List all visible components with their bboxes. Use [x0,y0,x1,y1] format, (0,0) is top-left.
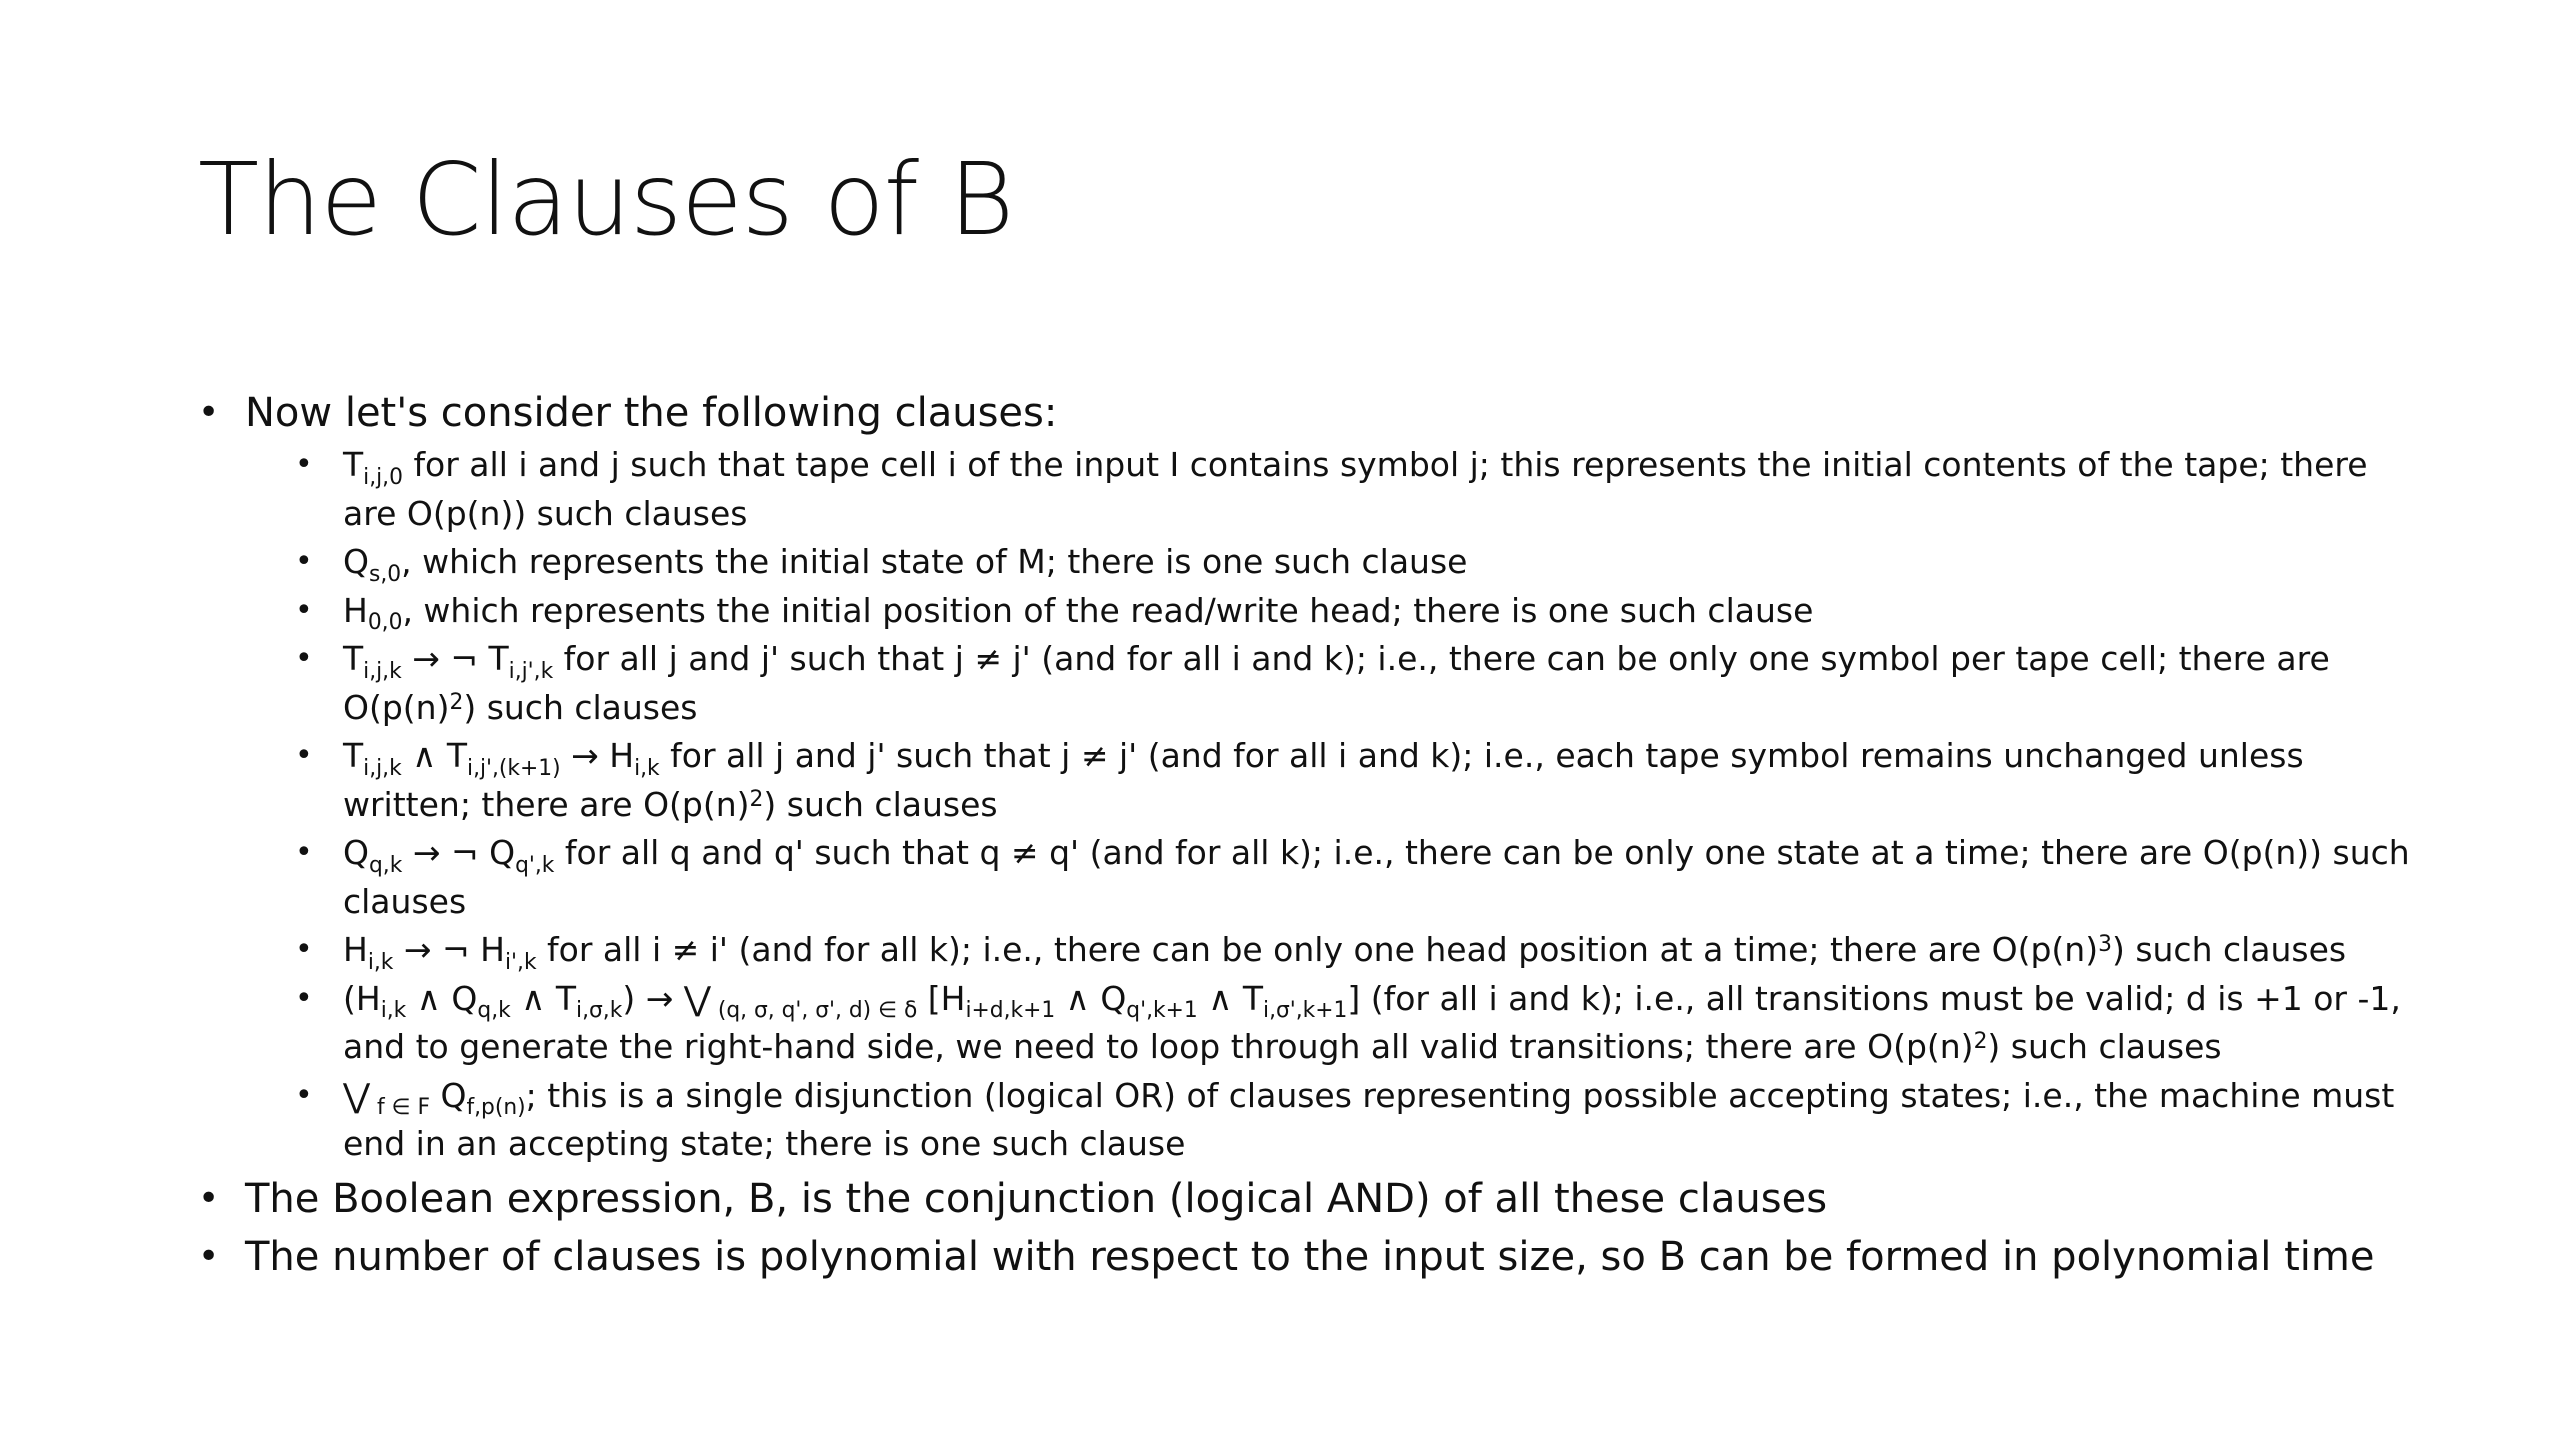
subscript: q,k [477,998,511,1024]
clause-text-run: T [343,639,364,678]
clause-item [295,587,2438,636]
subscript: q',k [515,852,555,878]
clause-item [295,1072,2438,1169]
subscript: (q, σ, q', σ', d) ∈ δ [710,998,918,1024]
clause-text-run: ∧ Q [1055,978,1127,1018]
clause-item [295,635,2438,732]
subscript: i,σ,k [576,998,623,1024]
bullet-dot-icon: • [295,447,313,482]
clause-text-run: for all i ≠ i' (and for all k); i.e., there can be only one head position at a time; there are O(p(n) [536,930,2099,969]
clause-text-run: → ¬ H [393,930,505,969]
subscript: f,p(n) [466,1095,526,1121]
clause-text-run: , which represents the initial state of M; there is one such clause [401,542,1468,581]
clause-item [295,732,2438,829]
clause-text-run: , which represents the initial position of the read/write head; there is one such clause [402,590,1814,630]
bullet-dot-icon: • [295,932,313,967]
clause-text-run: ) such clauses [763,784,998,824]
clause-item [295,538,2438,587]
bullet-text: The Boolean expression, B, is the conjunction (logical AND) of all these clauses [245,1175,1828,1222]
bullet-dot-icon: • [295,835,313,870]
subscript: i,j',(k+1) [467,755,561,781]
clause-text-run: ∧ T [1197,978,1264,1018]
superscript: 2 [449,689,464,715]
clause-text-run: T [343,736,364,775]
clause-text-run: Q [343,833,369,872]
subscript: i,k [380,998,407,1024]
superscript: 2 [1973,1029,1988,1055]
slide-body [198,385,2438,1285]
clause-text-run: ∧ T [510,978,577,1018]
subscript: i,k [367,949,394,975]
subscript: i,k [634,755,660,781]
slide-title: The Clauses of B [198,141,1014,258]
clause-text-run: [H [917,978,966,1018]
subscript: q',k+1 [1126,998,1198,1024]
clause-text-run: ) → ⋁ [622,978,711,1018]
clause-text-run: → H [560,736,635,775]
bullet-dot-icon: • [295,544,313,579]
bullet-dot-icon: • [295,738,313,773]
subscript: i',k [505,949,537,975]
bullet-dot-icon: • [295,980,313,1016]
clause-text-run: (H [343,978,381,1018]
clause-text-run: ∧ T [401,736,468,775]
bullet-dot-icon: • [198,392,220,433]
clause-text-run: ) such clauses [1987,1027,2222,1066]
clause-item [295,975,2438,1072]
clause-text [343,542,1468,587]
clause-text [343,833,2410,921]
bullet-item [198,385,2438,1169]
subscript: i,j,k [363,658,402,684]
subscript: i+d,k+1 [965,998,1056,1024]
clause-item [295,441,2438,538]
bullet-dot-icon: • [198,1177,220,1219]
clause-list [295,441,2438,1169]
clause-text [343,1076,2394,1164]
clause-text-run: for all q and q' such that q ≠ q' (and for all k); i.e., there can be only one state at a time; there are O(p(n)) such clauses [343,833,2410,921]
bullet-dot-icon: • [295,592,313,628]
clause-text-run: ∧ Q [406,978,478,1018]
bullet-item [198,1229,2438,1285]
clause-text-run: for all j and j' such that j ≠ j' (and for all i and k); i.e., there can be only one symbol per tape cell; there are O(p(n) [343,639,2330,727]
subscript: i,j,0 [363,464,403,490]
subscript: i,j',k [508,658,554,684]
clause-text-run: Q [343,542,369,581]
superscript: 2 [749,786,764,812]
clause-item [295,829,2438,926]
subscript: i,σ',k+1 [1263,998,1348,1024]
subscript: s,0 [368,561,402,587]
bullet-item [198,1171,2438,1227]
bullet-text: The number of clauses is polynomial with respect to the input size, so B can be formed in polynomial time [245,1233,2375,1280]
clause-text-run: ; this is a single disjunction (logical OR) of clauses representing possible accepting states; i.e., the machine must end in an accepting state; there is one such clause [343,1075,2395,1163]
bullet-dot-icon: • [295,1077,313,1113]
clause-text [343,979,2401,1067]
clause-text-run: for all j and j' such that j ≠ j' (and for all i and k); i.e., each tape symbol remains unchanged unless written; there are O(p(n) [343,736,2304,824]
bullet-dot-icon: • [198,1235,220,1277]
superscript: 3 [2098,932,2112,958]
bullet-dot-icon: • [295,641,313,676]
clause-text-run: Q [429,1075,467,1115]
clause-text-run: for all i and j such that tape cell i of the input I contains symbol j; this represents the initial contents of the tape; there are O(p(n)) such clauses [343,445,2368,533]
clause-text-run: ⋁ [343,1075,371,1115]
clause-text-run: ] (for all i and k); i.e., all transitions must be valid; d is +1 or -1, and to generate the right-hand side, we need to loop through all valid transitions; there are O(p(n) [343,978,2401,1066]
subscript: f ∈ F [370,1095,430,1121]
clause-text-run: → ¬ T [401,639,509,678]
clause-text [343,445,2368,533]
clause-text [343,930,2347,975]
clause-text-run: → ¬ Q [402,833,516,872]
subscript: q,k [368,852,403,878]
bullet-list [198,385,2438,1285]
clause-text-run: ) such clauses [463,687,698,727]
clause-text-run: T [343,445,364,484]
clause-text-run: ) such clauses [2111,930,2347,969]
subscript: 0,0 [367,610,403,636]
subscript: i,j,k [363,755,402,781]
clause-text [343,639,2330,727]
clause-text [343,590,1814,636]
clause-text [343,736,2304,824]
bullet-text: Now let's consider the following clauses: [245,390,1058,436]
clause-item [295,926,2438,975]
clause-text-run: H [343,590,368,630]
clause-text-run: H [343,930,368,969]
